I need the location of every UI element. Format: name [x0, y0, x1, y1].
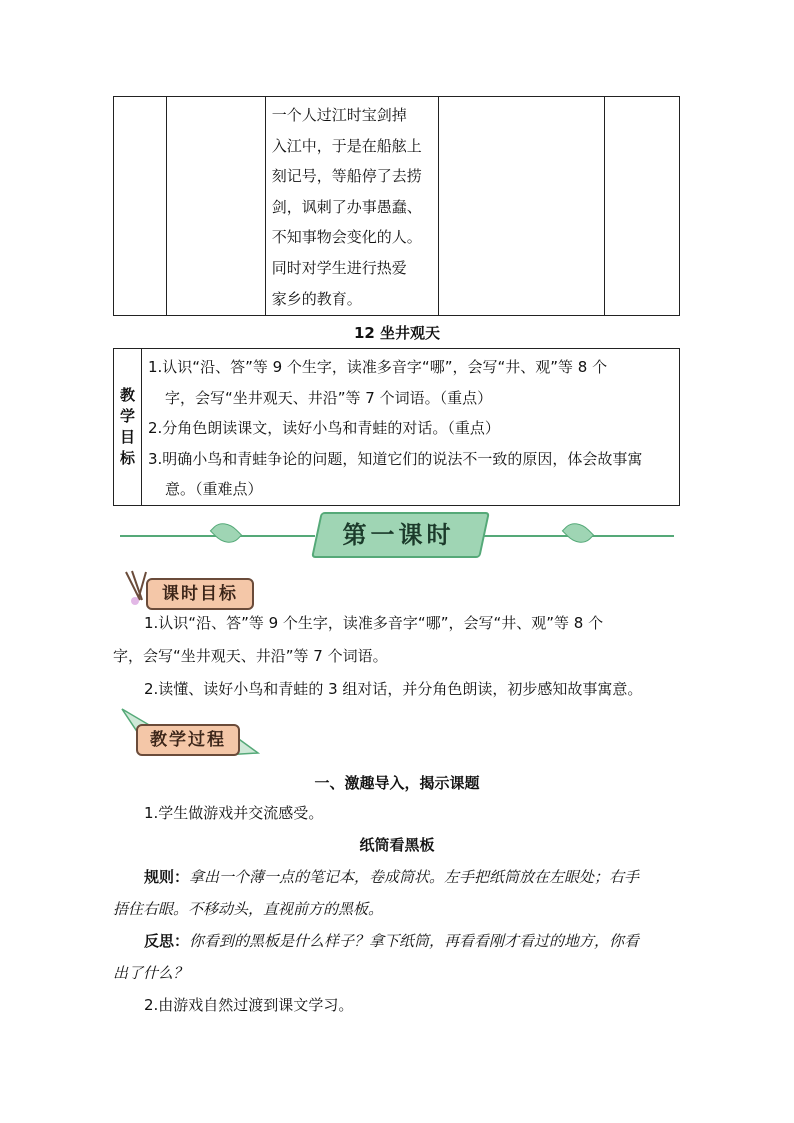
goals-label-char: 标	[119, 448, 135, 467]
rule-text-cont: 捂住右眼。不移动头，直视前方的黑板。	[113, 900, 384, 918]
reflect-text: 你看到的黑板是什么样子？拿下纸筒，再看看刚才看过的地方，你看	[189, 932, 640, 950]
leaf-icon	[562, 517, 595, 550]
teaching-goals-table	[113, 348, 680, 506]
goals-label-char: 教	[119, 385, 135, 404]
story-line: 剑，讽刺了办事愚蠢、	[271, 197, 422, 216]
goal-line: 意。（重难点）	[165, 480, 263, 499]
goal-line: 2.分角色朗读课文，读好小鸟和青蛙的对话。（重点）	[148, 419, 500, 438]
lesson-plan-table-continued	[113, 96, 680, 316]
goal-line: 1.认识“沿、答”等 9 个生字，读准多音字“哪”，会写“井、观”等 8 个	[148, 358, 608, 376]
process-step: 1.学生做游戏并交流感受。	[144, 804, 324, 822]
objective-line: 2.读懂、读好小鸟和青蛙的 3 组对话，并分角色朗读，初步感知故事寓意。	[144, 680, 643, 698]
banner-title: 第一课时	[342, 520, 455, 549]
story-line: 不知事物会变化的人。	[271, 228, 422, 247]
leaf-icon	[210, 517, 243, 550]
story-line: 一个人过江时宝剑掉	[271, 106, 407, 124]
objective-line: 字，会写“坐井观天、井沿”等 7 个词语。	[113, 647, 388, 665]
goal-line: 字，会写“坐井观天、井沿”等 7 个词语。（重点）	[165, 388, 493, 407]
section-tag-objectives: 课时目标	[146, 578, 254, 610]
process-heading: 一、激趣导入，揭示课题	[314, 774, 480, 792]
rule-label: 规则：	[144, 868, 190, 886]
story-line: 家乡的教育。	[271, 289, 362, 308]
goal-line: 3.明确小鸟和青蛙争论的问题，知道它们的说法不一致的原因，体会故事寓	[148, 449, 643, 468]
story-line: 入江中，于是在船舷上	[271, 136, 422, 155]
process-step: 2.由游戏自然过渡到课文学习。	[144, 996, 354, 1014]
goals-label	[114, 349, 142, 506]
lesson-title: 12 坐井观天	[353, 324, 441, 342]
table-cell	[114, 97, 167, 316]
rule-paragraph	[144, 866, 639, 887]
table-cell	[167, 97, 266, 316]
goals-label-char: 目	[119, 427, 135, 446]
goals-label-char: 学	[119, 406, 135, 425]
reflect-label: 反思：	[144, 932, 190, 950]
game-title: 纸筒看黑板	[359, 836, 435, 854]
table-cell	[439, 97, 604, 316]
goals-body	[142, 349, 680, 506]
story-summary-cell	[265, 97, 439, 316]
section-tag-process: 教学过程	[136, 724, 240, 756]
objective-line: 1.认识“沿、答”等 9 个生字，读准多音字“哪”，会写“井、观”等 8 个	[144, 614, 604, 632]
story-line: 刻记号，等船停了去捞	[271, 167, 422, 186]
story-line: 同时对学生进行热爱	[271, 258, 407, 277]
reflect-paragraph	[144, 930, 639, 951]
reflect-text-cont: 出了什么？	[113, 964, 189, 982]
table-cell	[604, 97, 679, 316]
rule-text: 拿出一个薄一点的笔记本，卷成筒状。左手把纸筒放在左眼处；右手	[189, 868, 640, 886]
